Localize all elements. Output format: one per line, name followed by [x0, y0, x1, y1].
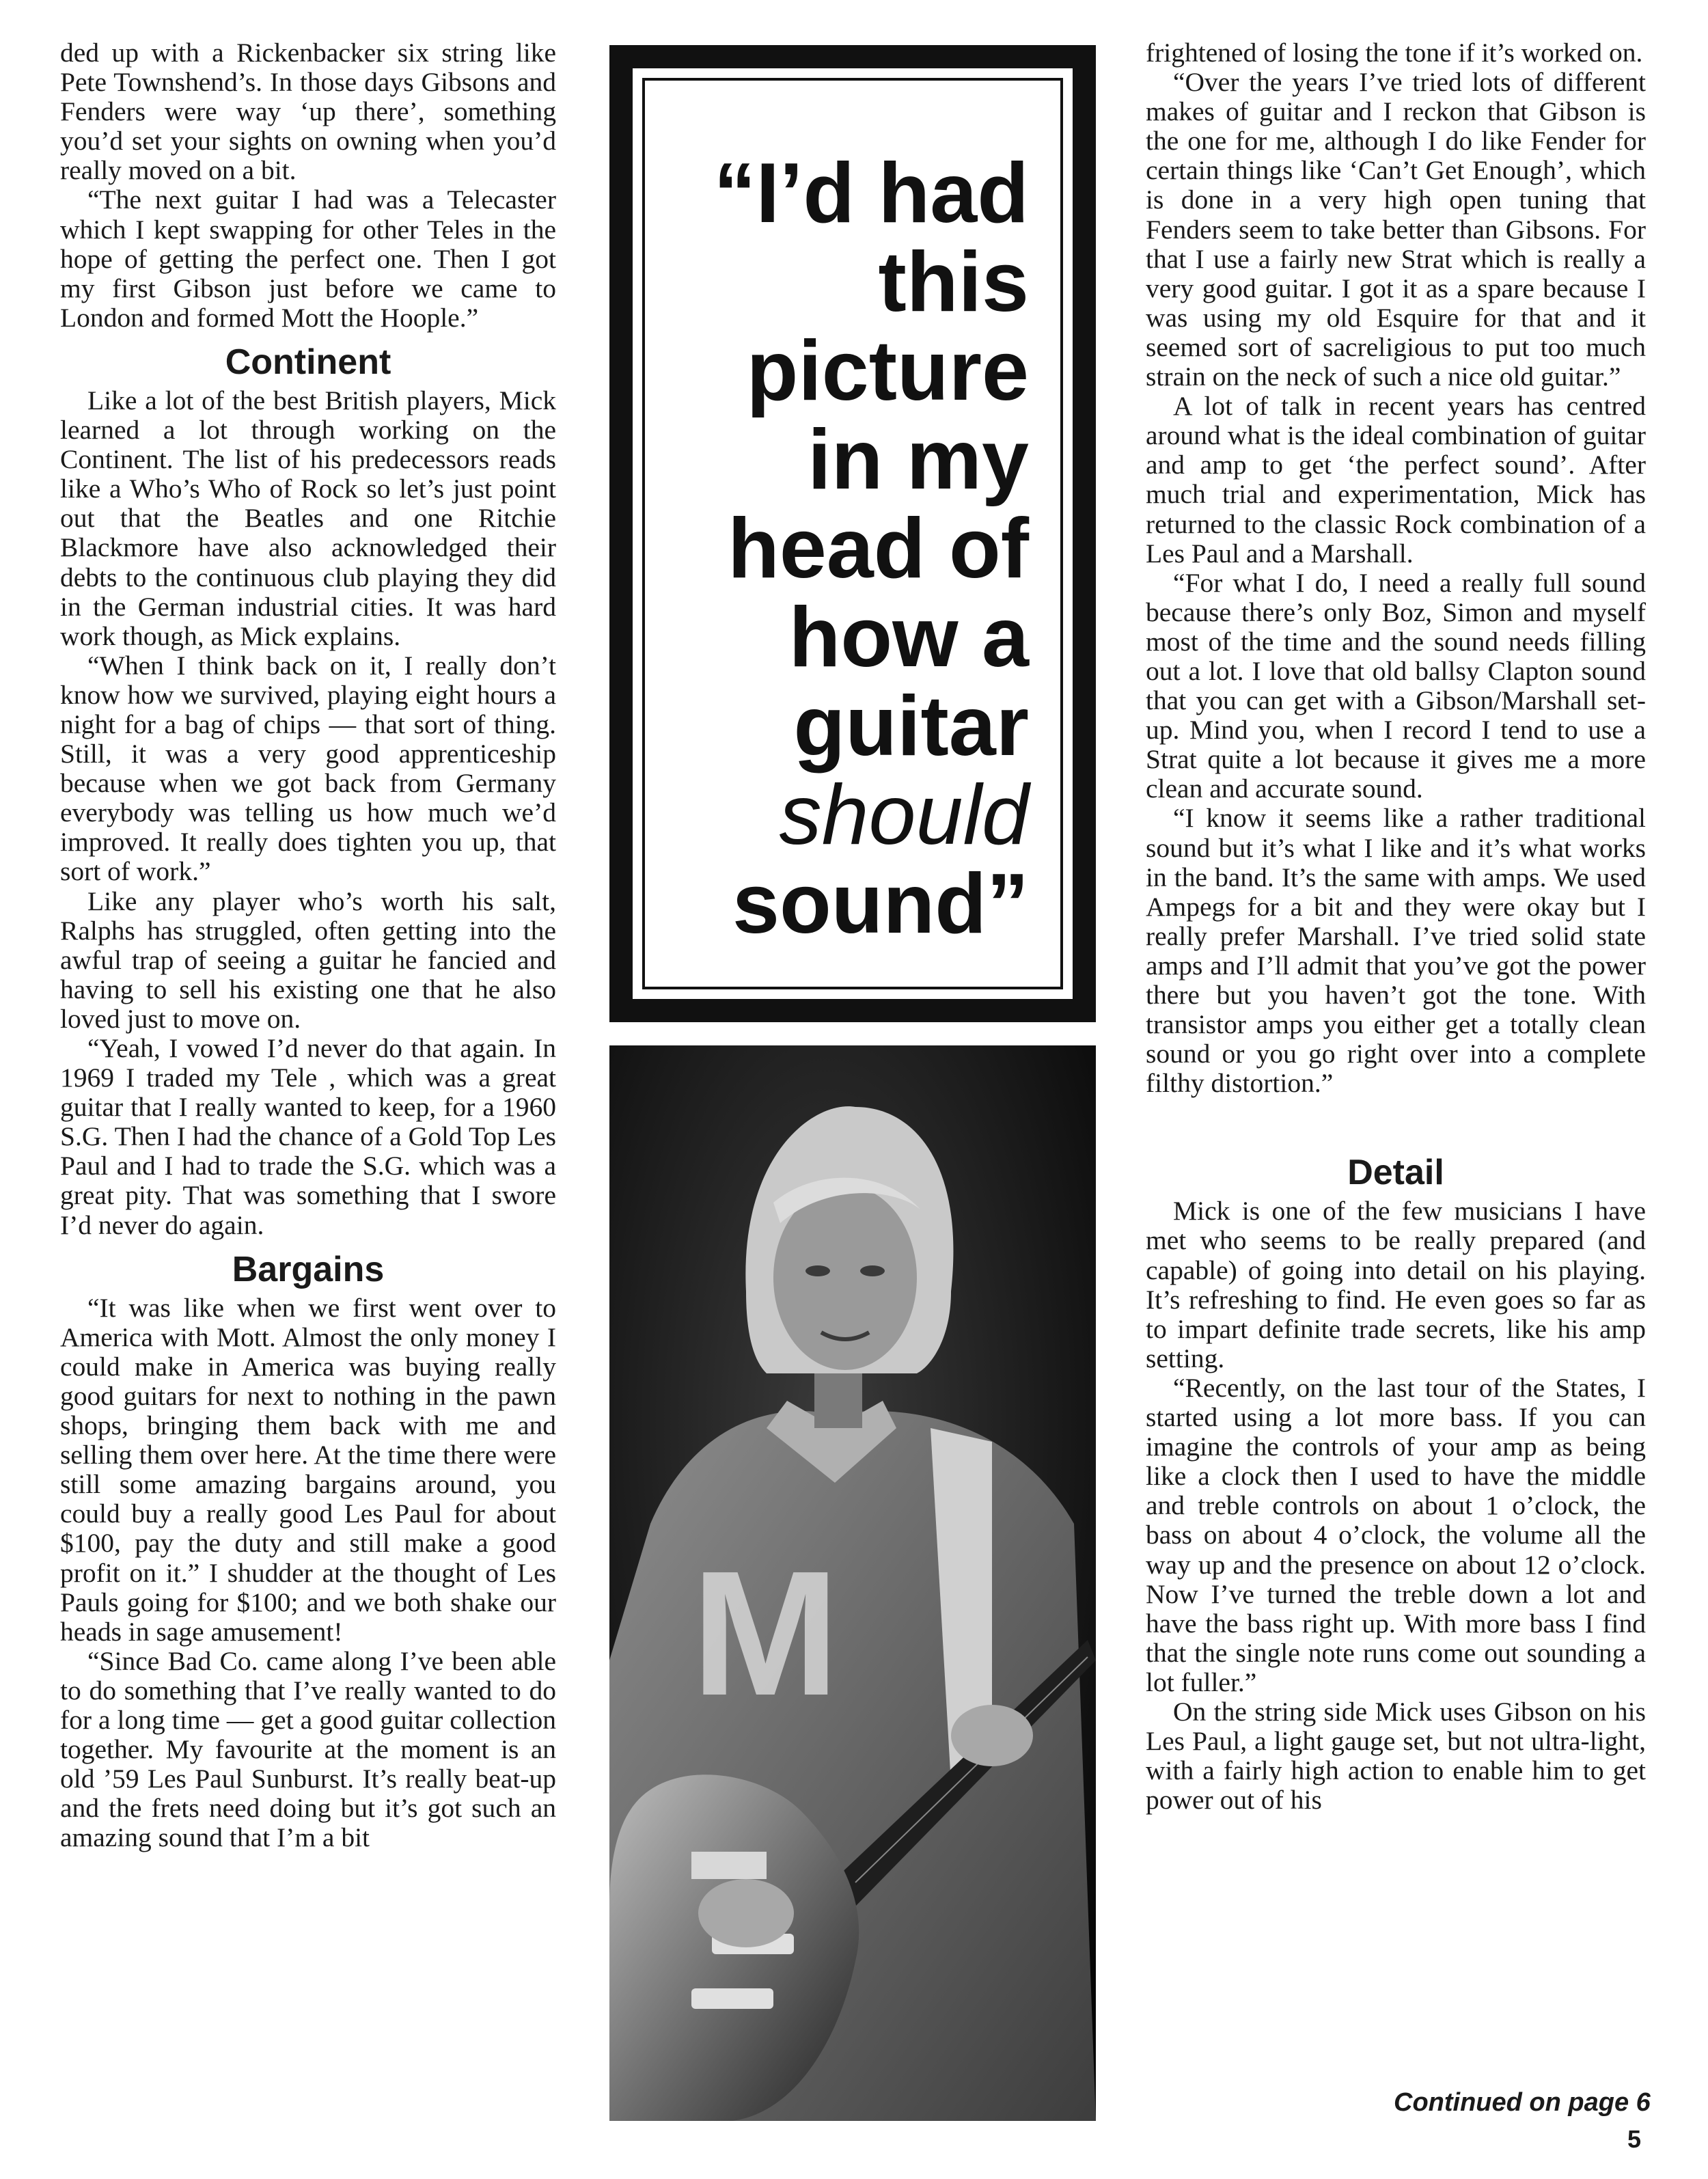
article-column-left [60, 38, 556, 1852]
paragraph: A lot of talk in recent years has centred around what is the ideal combination of guitar and amp to get ‘the perfect sound’. After much trial and experimentation, Mick has returned to the classic Rock combination of a Les Paul and a Marshall. [1146, 391, 1646, 568]
pull-quote-line: this [878, 235, 1029, 329]
paragraph: “Recently, on the last tour of the States, I started using a lot more bass. If you can imagine the controls of your amp as being like a clock then I used to have the middle and treble controls on about 1 o’clock, the bass on about 4 o’clock, the volume all the way up and the presence on about 12 o’clock. Now I’ve turned the treble down a lot and have the bass right up. With more bass I find that the single note runs come out sounding a lot fuller.” [1146, 1372, 1646, 1697]
page-number: 5 [1627, 2125, 1642, 2153]
paragraph: Mick is one of the few musicians I have met who seems to be really prepared (and capable) of going into detail on his playing. It’s refreshing to find. He even goes so far as to impart definite trade secrets, like his amp setting. [1146, 1196, 1646, 1373]
pull-quote-line: guitar [793, 679, 1029, 773]
pull-quote-line: in my [808, 413, 1029, 507]
continued-on-page-link[interactable]: Continued on page 6 [1394, 2088, 1651, 2117]
paragraph: “It was like when we first went over to America with Mott. Almost the only money I could make in America was buying really good guitars for next to nothing in the pawn shops, bringing them back with me and selling them over here. At the time there were still some amazing bargains around, you could buy a really good Les Paul for about $100, pay the duty and still make a good profit on it.” I shudder at the thought of Les Pauls going for $100; and we both shake our heads in sage amusement! [60, 1292, 556, 1647]
pull-quote-line: picture [746, 324, 1029, 418]
paragraph: “Since Bad Co. came along I’ve been able to do something that I’ve really wanted to do for a long time — get a good guitar collection together. My favourite at the moment is an old ’59 Les Paul Sunburst. It’s really beat-up and the frets need doing but it’s got such an amazing sound that I’m a bit [60, 1645, 556, 1853]
pull-quote-line: head of [728, 502, 1029, 596]
paragraph: “When I think back on it, I really don’t know how we survived, playing eight hours a night for a bag of chips — that sort of thing. Still, it was a very good apprenticeship because when we got back from Germany everybody was telling us how much we’d improved. It really does tighten you up, that sort of work.” [60, 650, 556, 887]
jacket-letter: M [691, 1535, 840, 1733]
paragraph: “Over the years I’ve tried lots of different makes of guitar and I reckon that Gibson is the one for me, although I do like Fender for certain things like ‘Can’t Get Enough’, which is done in a very high open tuning that Fenders seem to take better than Gibsons. For that I use a fairly new Strat which is really a very good guitar. I got it as a spare because I was using my old Esquire for that and it seemed sort of sacreligious to put too much strain on the neck of such a nice old guitar.” [1146, 67, 1646, 392]
guitarist-photo-illustration [609, 1045, 1096, 2121]
paragraph: frightened of losing the tone if it’s worked on. [1146, 38, 1643, 68]
paragraph: Like any player who’s worth his salt, Ralphs has struggled, often getting into the awful trap of seeing a guitar he fancied and having to sell his existing one that he also loved just to move on. [60, 886, 556, 1034]
pull-quote-line: “I’d had [713, 146, 1029, 241]
section-heading-bargains: Bargains [232, 1249, 385, 1289]
guitarist-photo [609, 1045, 1096, 2121]
paragraph: “For what I do, I need a really full sound because there’s only Boz, Simon and myself most of the time and the sound needs filling out a lot. I love that old ballsy Clapton sound that you can get with a Gibson/Marshall set-up. Mind you, when I record I tend to use a Strat quite a lot because it gives me a more clean and accurate sound. [1146, 567, 1646, 804]
paragraph: ded up with a Rickenbacker six string like Pete Townshend’s. In those days Gibsons and Fenders were way ‘up there’, something you’d set your sights on owning when you’d really moved on a bit. [60, 38, 556, 186]
paragraph: On the string side Mick uses Gibson on his Les Paul, a light gauge set, but not ultra-light, with a fairly high action to enable him to get power out of his [1146, 1696, 1646, 1815]
pull-quote-line: should [779, 768, 1029, 862]
pull-quote-panel [627, 63, 1078, 1004]
pull-quote-line: how a [788, 590, 1029, 685]
pull-quote-frame [609, 45, 1096, 1022]
paragraph: “I know it seems like a rather traditional sound but it’s what I like and it’s what works in the band. It’s the same with amps. We used Ampegs for a bit and they were okay but I really prefer Marshall. I’ve tried solid state amps and I’ll admit that you’ve got the power there but you haven’t got the tone. With transistor amps you either get a totally clean sound or you go right over into a complete filthy distortion.” [1146, 803, 1646, 1099]
paragraph: “The next guitar I had was a Telecaster which I kept swapping for other Teles in the hope of getting the perfect one. Then I got my first Gibson just before we came to London and formed Mott the Hoople.” [60, 184, 556, 333]
paragraph: “Yeah, I vowed I’d never do that again. In 1969 I traded my Tele , which was a great guitar that I really wanted to keep, for a 1960 S.G. Then I had the chance of a Gold Top Les Paul and I had to trade the S.G. which was a great pity. That was something that I swore I’d never do again. [60, 1033, 556, 1240]
pull-quote-line: sound” [732, 857, 1029, 951]
paragraph: Like a lot of the best British players, Mick learned a lot through working on the Continent. The list of his predecessors reads like a Who’s Who of Rock so let’s just point out that the Beatles and one Ritchie Blackmore have also acknowledged their debts to the continuous club playing they did in the German industrial cities. It was hard work though, as Mick explains. [60, 385, 556, 651]
section-heading-continent: Continent [225, 342, 391, 382]
section-heading-detail: Detail [1347, 1153, 1444, 1193]
article-column-right [1146, 38, 1646, 1815]
